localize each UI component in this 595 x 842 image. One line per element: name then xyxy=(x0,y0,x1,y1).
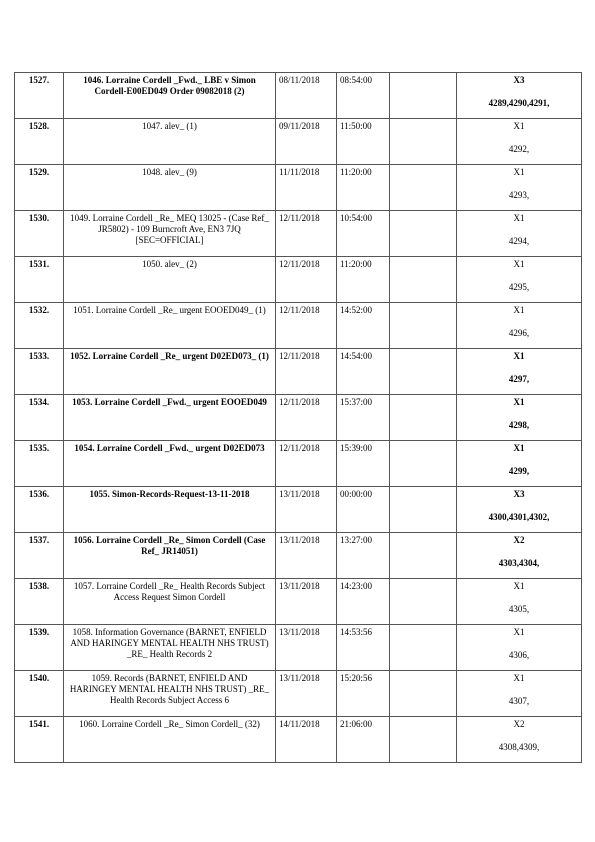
row-notes xyxy=(390,441,457,487)
table-row xyxy=(15,395,582,441)
table-row xyxy=(15,579,582,625)
row-date: 14/11/2018 xyxy=(276,717,337,763)
row-date: 11/11/2018 xyxy=(276,165,337,211)
row-description: 1052. Lorraine Cordell _Re_ urgent D02ED073_ (1) xyxy=(64,349,276,395)
row-page-count: X1 xyxy=(513,351,525,361)
row-page-count: X2 xyxy=(513,719,525,729)
row-number: 1527. xyxy=(15,73,64,119)
row-time: 08:54:00 xyxy=(337,73,390,119)
row-notes xyxy=(390,579,457,625)
row-page-numbers: 4305, xyxy=(508,604,530,614)
row-time: 13:27:00 xyxy=(337,533,390,579)
row-notes xyxy=(390,349,457,395)
row-page-count: X1 xyxy=(513,673,525,683)
row-date: 08/11/2018 xyxy=(276,73,337,119)
row-page-refs xyxy=(457,303,582,349)
row-notes xyxy=(390,395,457,441)
table-row xyxy=(15,165,582,211)
row-number: 1530. xyxy=(15,211,64,257)
row-description: 1060. Lorraine Cordell _Re_ Simon Cordell_ (32) xyxy=(64,717,276,763)
row-date: 12/11/2018 xyxy=(276,395,337,441)
row-description: 1049. Lorraine Cordell _Re_ MEQ 13025 - (Case Ref_ JR5802) - 109 Burncroft Ave, EN3 7JQ [SEC=OFFICIAL] xyxy=(64,211,276,257)
row-date: 12/11/2018 xyxy=(276,211,337,257)
row-number: 1533. xyxy=(15,349,64,395)
row-notes xyxy=(390,257,457,303)
row-date: 12/11/2018 xyxy=(276,303,337,349)
row-page-count: X1 xyxy=(513,397,525,407)
row-notes xyxy=(390,533,457,579)
row-date: 09/11/2018 xyxy=(276,119,337,165)
row-description: 1056. Lorraine Cordell _Re_ Simon Cordell (Case Ref_ JR14051) xyxy=(64,533,276,579)
row-page-count: X1 xyxy=(513,213,525,223)
row-notes xyxy=(390,487,457,533)
row-number: 1528. xyxy=(15,119,64,165)
table-row xyxy=(15,717,582,763)
row-page-numbers: 4297, xyxy=(508,374,530,384)
row-page-numbers: 4307, xyxy=(508,696,530,706)
row-notes xyxy=(390,671,457,717)
table-row xyxy=(15,119,582,165)
row-number: 1539. xyxy=(15,625,64,671)
row-page-count: X1 xyxy=(513,259,525,269)
row-page-count: X1 xyxy=(513,121,525,131)
row-description: 1047. alev_ (1) xyxy=(64,119,276,165)
table-row xyxy=(15,349,582,395)
row-time: 14:23:00 xyxy=(337,579,390,625)
table-row xyxy=(15,625,582,671)
row-time: 15:39:00 xyxy=(337,441,390,487)
row-notes xyxy=(390,73,457,119)
row-description: 1057. Lorraine Cordell _Re_ Health Records Subject Access Request Simon Cordell xyxy=(64,579,276,625)
row-time: 15:20:56 xyxy=(337,671,390,717)
row-description: 1046. Lorraine Cordell _Fwd._ LBE v Simon Cordell-E00ED049 Order 09082018 (2) xyxy=(64,73,276,119)
row-page-refs xyxy=(457,73,582,119)
row-description: 1059. Records (BARNET, ENFIELD AND HARINGEY MENTAL HEALTH NHS TRUST) _RE_ Health Records Subject Access 6 xyxy=(64,671,276,717)
row-notes xyxy=(390,303,457,349)
table-row xyxy=(15,487,582,533)
row-date: 12/11/2018 xyxy=(276,257,337,303)
table-row xyxy=(15,73,582,119)
row-page-count: X3 xyxy=(513,489,525,499)
row-date: 13/11/2018 xyxy=(276,671,337,717)
row-page-refs xyxy=(457,625,582,671)
row-notes xyxy=(390,165,457,211)
row-page-numbers: 4296, xyxy=(508,328,530,338)
row-page-numbers: 4295, xyxy=(508,282,530,292)
table-row xyxy=(15,257,582,303)
row-number: 1535. xyxy=(15,441,64,487)
row-page-refs xyxy=(457,211,582,257)
row-page-refs xyxy=(457,487,582,533)
row-number: 1531. xyxy=(15,257,64,303)
row-notes xyxy=(390,625,457,671)
row-date: 13/11/2018 xyxy=(276,487,337,533)
row-time: 11:20:00 xyxy=(337,165,390,211)
table-row xyxy=(15,441,582,487)
row-time: 14:53:56 xyxy=(337,625,390,671)
row-description: 1058. Information Governance (BARNET, ENFIELD AND HARINGEY MENTAL HEALTH NHS TRUST) _RE_ Health Records 2 xyxy=(64,625,276,671)
row-page-numbers: 4306, xyxy=(508,650,530,660)
row-description: 1051. Lorraine Cordell _Re_ urgent EOOED049_ (1) xyxy=(64,303,276,349)
row-number: 1536. xyxy=(15,487,64,533)
row-time: 10:54:00 xyxy=(337,211,390,257)
records-table-body xyxy=(15,73,582,763)
row-date: 12/11/2018 xyxy=(276,441,337,487)
row-notes xyxy=(390,211,457,257)
row-page-refs xyxy=(457,395,582,441)
row-page-numbers: 4293, xyxy=(508,190,530,200)
table-row xyxy=(15,533,582,579)
row-page-refs xyxy=(457,533,582,579)
row-page-refs xyxy=(457,257,582,303)
row-time: 00:00:00 xyxy=(337,487,390,533)
row-page-numbers: 4289,4290,4291, xyxy=(488,98,550,108)
row-page-refs xyxy=(457,165,582,211)
row-page-refs xyxy=(457,119,582,165)
row-page-count: X1 xyxy=(513,167,525,177)
row-time: 15:37:00 xyxy=(337,395,390,441)
row-date: 13/11/2018 xyxy=(276,579,337,625)
table-row xyxy=(15,671,582,717)
table-row xyxy=(15,303,582,349)
row-page-refs xyxy=(457,671,582,717)
row-time: 14:52:00 xyxy=(337,303,390,349)
row-number: 1540. xyxy=(15,671,64,717)
row-date: 13/11/2018 xyxy=(276,625,337,671)
table-row xyxy=(15,211,582,257)
row-page-numbers: 4300,4301,4302, xyxy=(488,512,550,522)
row-description: 1048. alev_ (9) xyxy=(64,165,276,211)
row-page-refs xyxy=(457,441,582,487)
row-page-numbers: 4303,4304, xyxy=(498,558,540,568)
row-page-numbers: 4299, xyxy=(508,466,530,476)
row-number: 1529. xyxy=(15,165,64,211)
row-notes xyxy=(390,717,457,763)
row-number: 1538. xyxy=(15,579,64,625)
row-page-numbers: 4298, xyxy=(508,420,530,430)
row-page-numbers: 4294, xyxy=(508,236,530,246)
row-number: 1541. xyxy=(15,717,64,763)
row-description: 1053. Lorraine Cordell _Fwd._ urgent EOOED049 xyxy=(64,395,276,441)
row-page-count: X1 xyxy=(513,305,525,315)
row-number: 1537. xyxy=(15,533,64,579)
row-page-count: X1 xyxy=(513,443,525,453)
row-description: 1050. alev_ (2) xyxy=(64,257,276,303)
row-date: 13/11/2018 xyxy=(276,533,337,579)
row-number: 1534. xyxy=(15,395,64,441)
row-page-count: X1 xyxy=(513,627,525,637)
row-page-count: X2 xyxy=(513,535,525,545)
row-description: 1055. Simon-Records-Request-13-11-2018 xyxy=(64,487,276,533)
row-page-count: X3 xyxy=(513,75,525,85)
row-time: 21:06:00 xyxy=(337,717,390,763)
row-description: 1054. Lorraine Cordell _Fwd._ urgent D02ED073 xyxy=(64,441,276,487)
row-page-refs xyxy=(457,717,582,763)
row-time: 11:20:00 xyxy=(337,257,390,303)
row-time: 14:54:00 xyxy=(337,349,390,395)
records-table xyxy=(14,72,582,763)
row-number: 1532. xyxy=(15,303,64,349)
row-date: 12/11/2018 xyxy=(276,349,337,395)
row-notes xyxy=(390,119,457,165)
row-page-refs xyxy=(457,579,582,625)
row-page-refs xyxy=(457,349,582,395)
row-page-count: X1 xyxy=(513,581,525,591)
row-time: 11:50:00 xyxy=(337,119,390,165)
row-page-numbers: 4308,4309, xyxy=(498,742,540,752)
row-page-numbers: 4292, xyxy=(508,144,530,154)
